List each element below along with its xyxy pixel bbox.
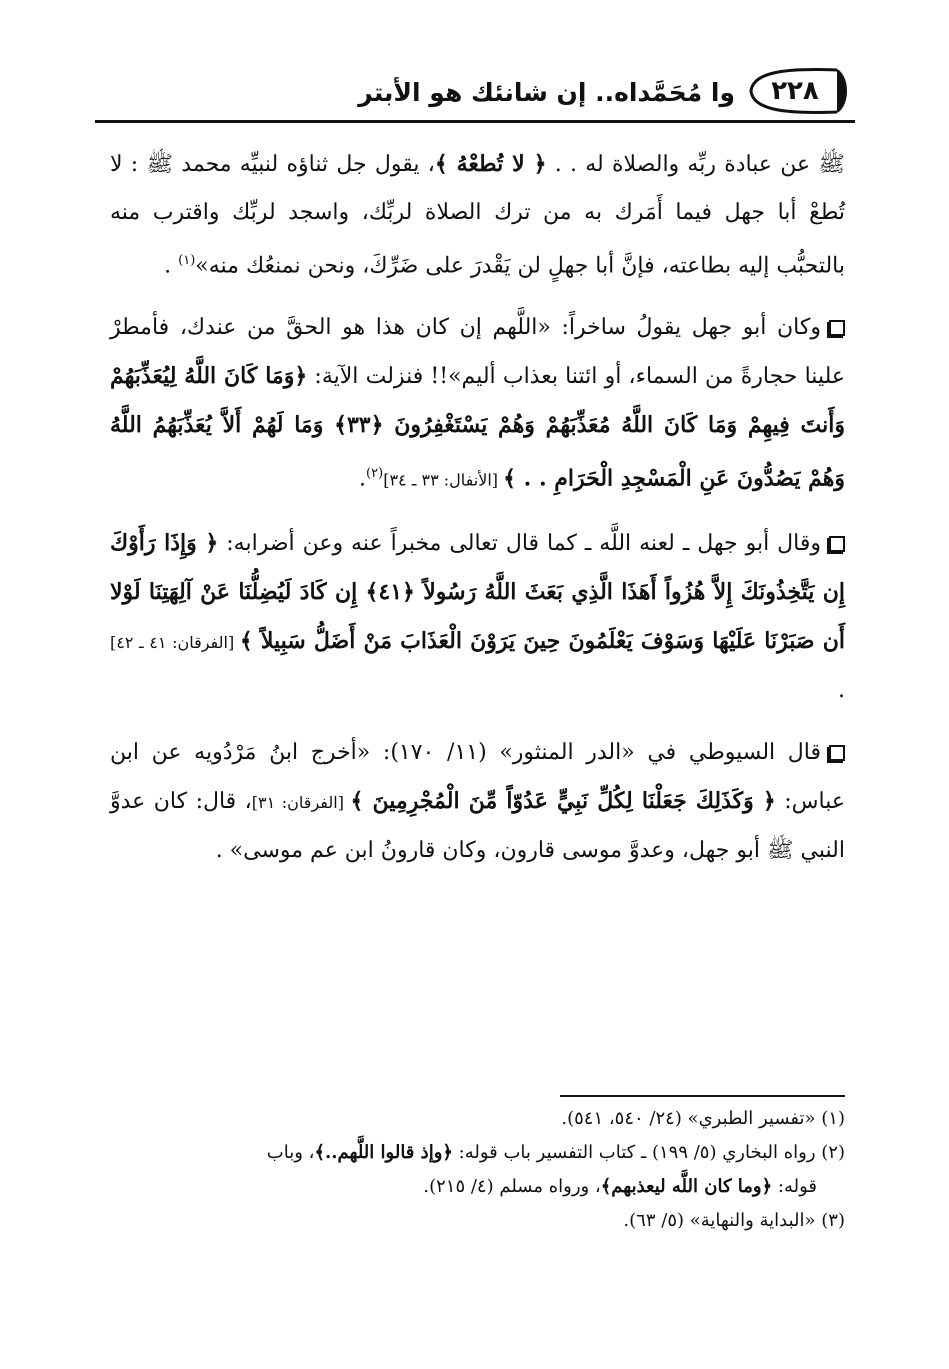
paragraph-segment: . [164, 253, 179, 279]
footnote-text: ، وباب [266, 1142, 315, 1163]
main-text [110, 140, 845, 875]
running-title: وا مُحَمَّداه.. إن شانئك هو الأبتر [358, 78, 735, 107]
footnote [110, 1204, 845, 1238]
footnote-text: (٣) «البداية والنهاية» (٥/ ٦٣). [623, 1210, 845, 1231]
footnote [110, 1136, 845, 1170]
quran-quote: ﴿ وَكَذَلِكَ جَعَلْنَا لِكُلِّ نَبِيٍّ عَدُوّاً مِّنَ الْمُجْرِمِينَ ﴾ [350, 787, 776, 814]
page-number: ٢٢٨ [771, 76, 819, 106]
paragraph [110, 519, 845, 715]
quran-quote: ﴿ لا تُطعْهُ ﴾ [434, 151, 547, 177]
page-number-badge [745, 66, 855, 116]
paragraph-segment: ، يقول جل ثناؤه لنبيِّه محمد ﷺ : لا تُطعْ أبا جهل فيما أَمَرك به من ترك الصلاة لربِّك، واسجد لربِّك واقترب منه بالتحبُّب إليه بطاعته، فإنَّ أبا جهلٍ لن يَقْدرَ على ضَرِّكَ، ونحن نمنعُك منه» [110, 152, 845, 279]
verse-reference: [الفرقان: ٣١] [251, 792, 351, 812]
footnote-ref: (٢) [366, 466, 384, 482]
paragraph-marker-icon [829, 320, 845, 336]
paragraph [110, 304, 845, 504]
footnote-text: (١) «تفسير الطبري» (٢٤/ ٥٤٠، ٥٤١). [561, 1108, 845, 1129]
footnote-text: ، ورواه مسلم (٤/ ٢١٥). [423, 1176, 601, 1197]
footnote-text: قوله: [772, 1176, 817, 1197]
paragraph [110, 140, 845, 290]
quran-quote: ﴿وَمَا كَانَ اللَّهُ لِيُعَذِّبَهُمْ وَأَنتَ فِيهِمْ وَمَا كَانَ اللَّهُ مُعَذِّبَهُمْ وَهُمْ يَسْتَغْفِرُونَ ﴿٣٣﴾ وَمَا لَهُمْ أَلاَّ يُعَذِّبَهُمُ اللَّهُ وَهُمْ يَصُدُّونَ عَنِ الْمَسْجِدِ الْحَرَامِ . . ﴾ [110, 363, 846, 492]
page-header [95, 60, 855, 124]
paragraph-segment: ، قال: كان عدوَّ النبي ﷺ أبو جهل، وعدوَّ موسى قارون، وكان قارونُ ابن عم موسى» . [110, 788, 845, 863]
paragraph-marker-icon [829, 536, 845, 552]
paragraph-segment: . [838, 677, 845, 703]
footnote-separator [560, 1095, 845, 1097]
verse-reference: [الأنفال: ٣٣ ـ ٣٤] [383, 470, 504, 490]
paragraph-segment: . [359, 466, 367, 492]
quran-quote: ﴿وإذ قالوا اللَّهم..﴾ [314, 1142, 453, 1163]
quran-quote: ﴿ وَإِذَا رَأَوْكَ إِن يَتَّخِذُونَكَ إِلاَّ هُزُواً أَهَذَا الَّذِي بَعَثَ اللَّهُ رَسُولاً ﴿٤١﴾ إِن كَادَ لَيُضِلُّنَا عَنْ آلِهَتِنَا لَوْلا أَن صَبَرْنَا عَلَيْهَا وَسَوْفَ يَعْلَمُونَ حِينَ يَرَوْنَ الْعَذَابَ مَنْ أَضَلُّ سَبِيلاً ﴾ [110, 529, 846, 654]
paragraph-segment: ﷺ عن عبادة ربِّه والصلاة له . . [546, 152, 845, 177]
paragraph-segment: وكان أبو جهل يقولُ ساخراً: «اللَّهم إن كان هذا هو الحقَّ من عندك، فأمطرْ علينا حجارةً من السماء، أو ائتنا بعذاب أليم»!! فنزلت الآية: [110, 315, 845, 390]
header-rule [95, 120, 855, 123]
paragraph-marker-icon [829, 745, 845, 761]
quran-quote: ﴿وما كان اللَّه ليعذبهم﴾ [600, 1176, 773, 1197]
footnote [110, 1102, 845, 1136]
paragraph [110, 729, 845, 875]
footnote-ref: (١) [178, 253, 196, 268]
paragraph-segment: وقال أبو جهل ـ لعنه اللَّه ـ كما قال تعالى مخبراً عنه وعن أضرابه: [218, 530, 822, 556]
verse-reference: [الفرقان: ٤١ ـ ٤٢] [110, 632, 240, 652]
paragraph-segment: قال السيوطي في «الدر المنثور» (١١/ ١٧٠): «أخرج ابنُ مَرْدُويه عن ابن عباس: [110, 739, 845, 814]
footnotes [110, 1102, 845, 1238]
footnote-text: (٢) رواه البخاري (٥/ ١٩٩) ـ كتاب التفسير باب قوله: [452, 1142, 845, 1163]
footnote-continuation [110, 1170, 845, 1204]
